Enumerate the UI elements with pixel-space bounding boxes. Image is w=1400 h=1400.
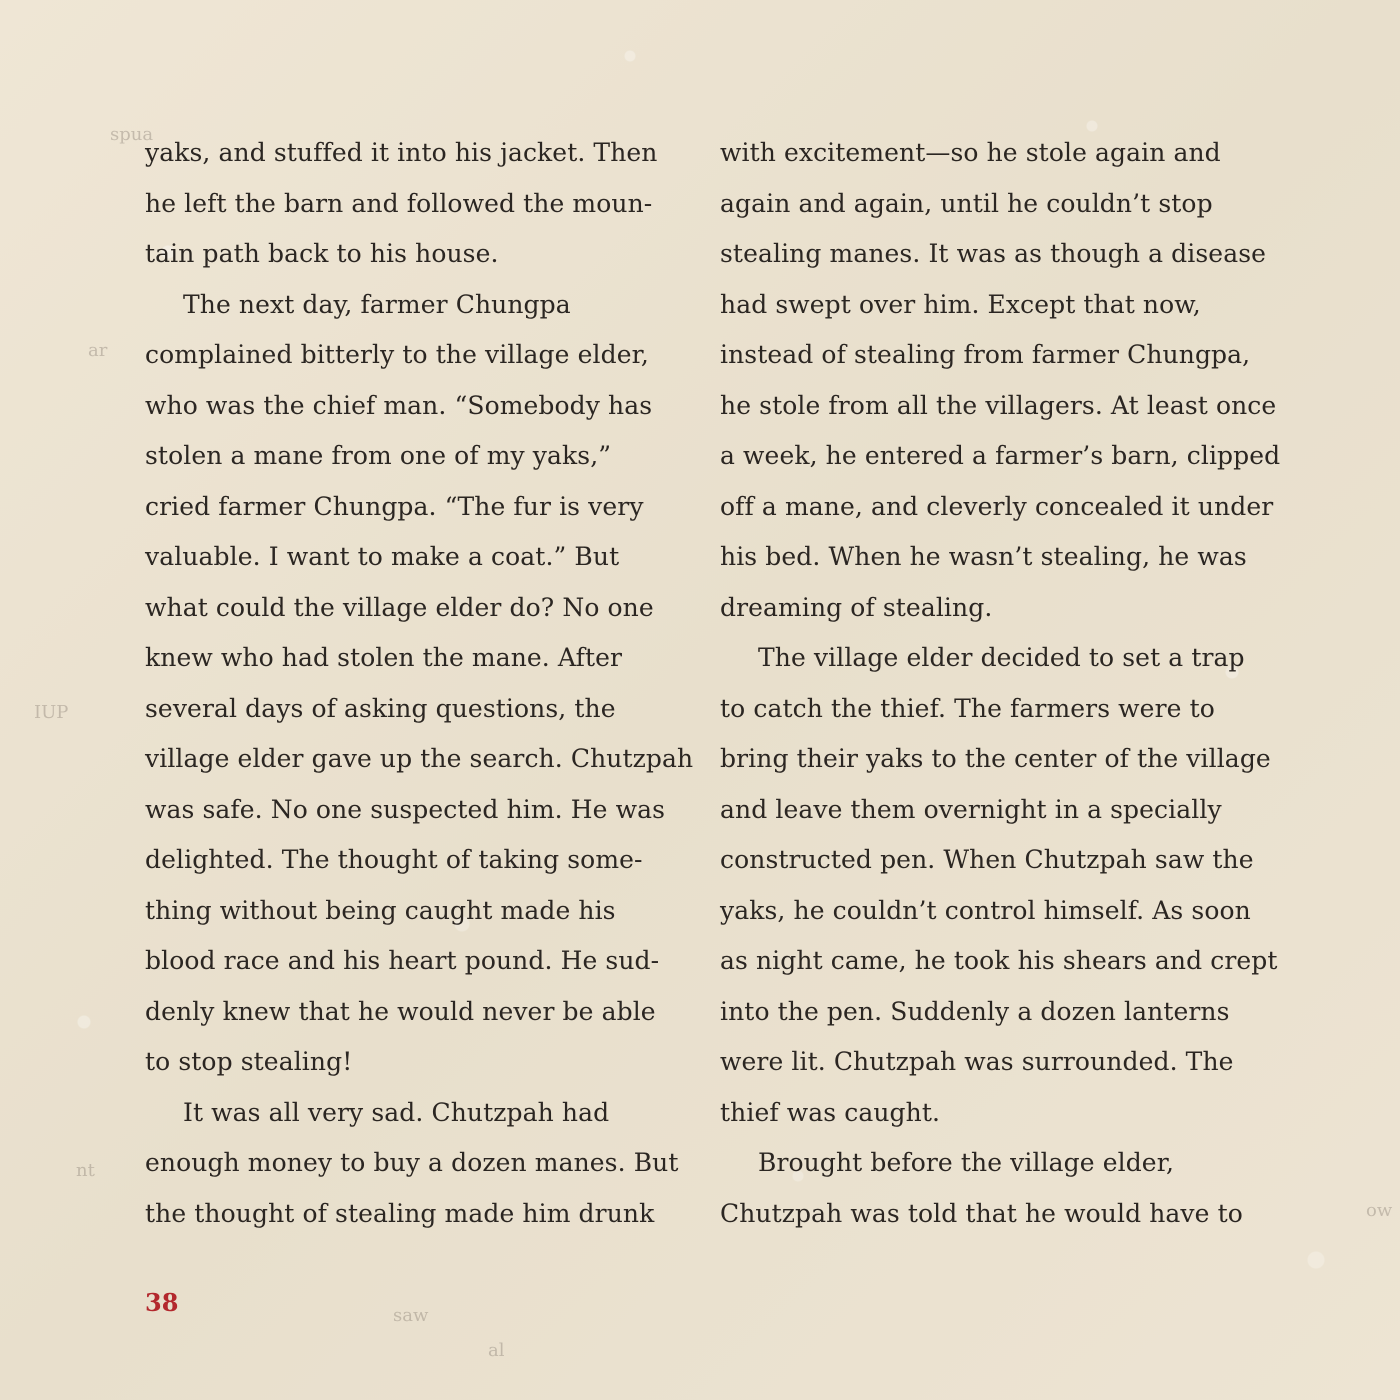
text-line: instead of stealing from farmer Chungpa, [720,340,1251,369]
text-line: what could the village elder do? No one [145,592,654,622]
background-word: IUP [34,702,69,723]
text-line: his bed. When he wasn’t stealing, he was [720,542,1247,571]
text-line: valuable. I want to make a coat.” But [145,542,620,571]
left-text-column [145,128,705,1239]
background-word: saw [393,1305,429,1326]
text-line: dreaming of stealing. [720,592,993,622]
text-line: The next day, farmer Chungpa [183,289,571,319]
text-line: yaks, and stuffed it into his jacket. Then [145,138,658,167]
background-word: spua [110,124,154,145]
text-line: into the pen. Suddenly a dozen lanterns [720,996,1230,1026]
text-line: to catch the thief. The farmers were to [720,693,1215,723]
text-line: complained bitterly to the village elder, [145,340,649,369]
text-line: a week, he entered a farmer’s barn, clipped [720,441,1281,470]
text-line: Chutzpah was told that he would have to [720,1198,1243,1228]
text-line: off a mane, and cleverly concealed it under [720,491,1274,521]
text-line: again and again, until he couldn’t stop [720,188,1213,218]
text-line: cried farmer Chungpa. “The fur is very [145,491,644,521]
text-line: with excitement—so he stole again and [720,138,1221,167]
text-line: tain path back to his house. [145,239,499,268]
text-line: to stop stealing! [145,1047,353,1076]
text-line: delighted. The thought of taking some- [145,845,643,874]
text-line: stealing manes. It was as though a disease [720,239,1267,268]
text-line: bring their yaks to the center of the village [720,744,1271,773]
background-word: ow [1366,1200,1393,1221]
text-line: who was the chief man. “Somebody has [145,390,653,420]
text-line: was safe. No one suspected him. He was [145,794,666,824]
text-line: village elder gave up the search. Chutzpah [145,744,694,773]
text-line: yaks, he couldn’t control himself. As soon [720,895,1251,925]
text-line: denly knew that he would never be able [145,996,656,1026]
text-line: Brought before the village elder, [758,1148,1175,1177]
text-line: he stole from all the villagers. At least once [720,390,1277,420]
text-line: constructed pen. When Chutzpah saw the [720,845,1254,874]
background-word: ar [88,340,108,361]
text-line: It was all very sad. Chutzpah had [183,1097,610,1127]
text-line: enough money to buy a dozen manes. But [145,1148,679,1177]
page-number: 38 [145,1288,179,1317]
text-line: the thought of stealing made him drunk [145,1198,655,1228]
text-line: blood race and his heart pound. He sud- [145,946,660,975]
text-line: were lit. Chutzpah was surrounded. The [720,1047,1234,1076]
text-line: thing without being caught made his [145,895,616,925]
background-word: nt [76,1160,95,1181]
background-word: al [488,1340,505,1361]
text-line: and leave them overnight in a specially [720,794,1222,824]
text-line: he left the barn and followed the moun- [145,188,653,218]
text-line: as night came, he took his shears and crept [720,946,1278,975]
text-line: several days of asking questions, the [145,693,616,723]
text-line: thief was caught. [720,1097,941,1127]
text-line: stolen a mane from one of my yaks,” [145,441,612,470]
right-text-column [720,128,1280,1239]
text-line: had swept over him. Except that now, [720,289,1201,319]
text-line: The village elder decided to set a trap [758,643,1245,672]
text-line: knew who had stolen the mane. After [145,643,623,672]
